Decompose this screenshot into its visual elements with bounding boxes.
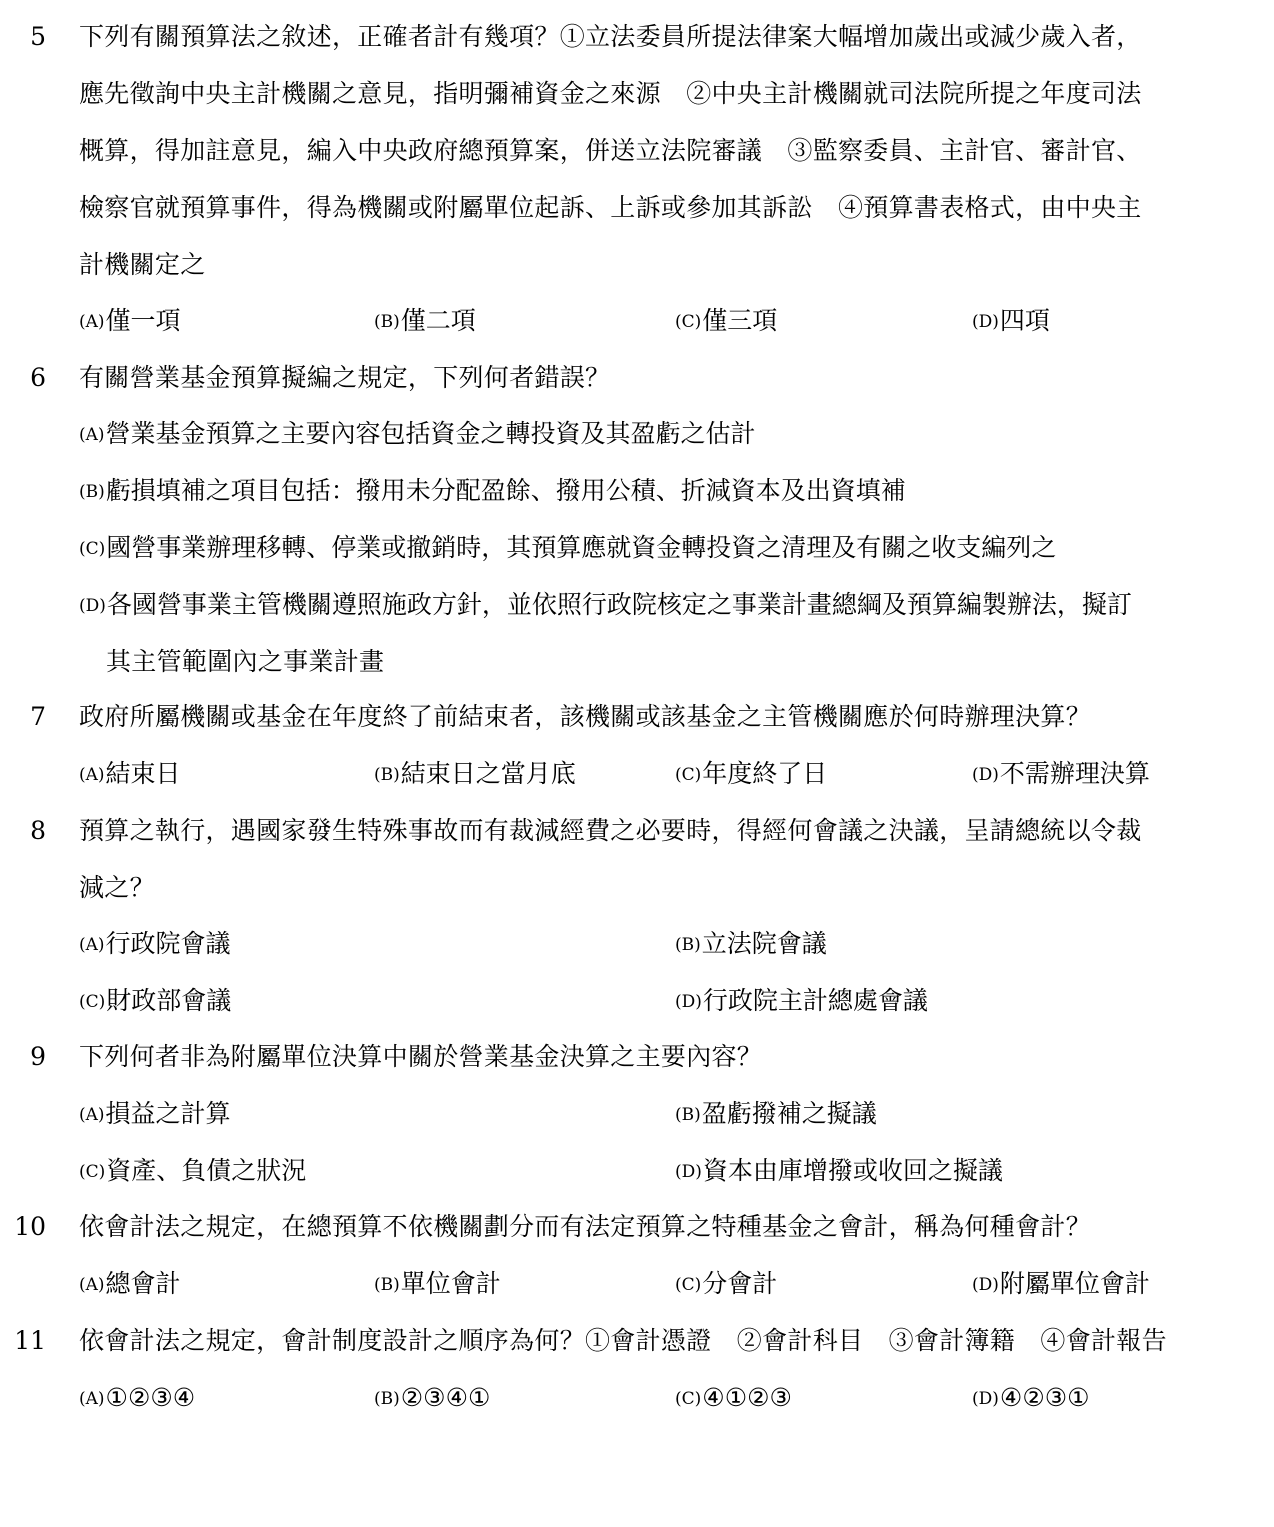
question-text: 概算，得加註意見，編入中央政府總預算案，併送立法院審議 ③監察委員、主計官、審計官、 (79, 136, 1142, 165)
option-d: (D)四項 (972, 306, 1050, 335)
option-c: (C)④①②③ (675, 1383, 792, 1412)
option-b: (B)盈虧撥補之擬議 (675, 1099, 877, 1128)
question-text: 減之？ (79, 873, 155, 902)
option-a: (A)營業基金預算之主要內容包括資金之轉投資及其盈虧之估計 (79, 419, 756, 448)
option-c: (C)財政部會議 (79, 986, 232, 1015)
option-b: (B)僅二項 (374, 306, 476, 335)
option-c: (C)年度終了日 (675, 759, 828, 788)
option-d: (D)附屬單位會計 (972, 1269, 1150, 1298)
question-text: 依會計法之規定，在總預算不依機關劃分而有法定預算之特種基金之會計，稱為何種會計？ (79, 1212, 1092, 1241)
question-text: 有關營業基金預算擬編之規定，下列何者錯誤？ (79, 363, 611, 392)
option-a: (A)行政院會議 (79, 929, 231, 958)
option-a: (A)結束日 (79, 759, 181, 788)
option-c: (C)資產、負債之狀況 (79, 1156, 307, 1185)
option-a: (A)①②③④ (79, 1383, 196, 1412)
option-a: (A)總會計 (79, 1269, 181, 1298)
question-number: 11 (14, 1326, 46, 1355)
question-number: 7 (30, 702, 46, 731)
option-b: (B)②③④① (374, 1383, 491, 1412)
question-text: 政府所屬機關或基金在年度終了前結束者，該機關或該基金之主管機關應於何時辦理決算？ (79, 702, 1092, 731)
option-b: (B)立法院會議 (675, 929, 827, 958)
option-c: (C)國營事業辦理移轉、停業或撤銷時，其預算應就資金轉投資之清理及有關之收支編列之 (79, 533, 1057, 562)
option-d: (D)各國營事業主管機關遵照施政方針，並依照行政院核定之事業計畫總綱及預算編製辦法，擬訂 (79, 590, 1132, 619)
question-text: 應先徵詢中央主計機關之意見，指明彌補資金之來源 ②中央主計機關就司法院所提之年度司法 (79, 79, 1142, 108)
option-a: (A)僅一項 (79, 306, 181, 335)
question-text: 下列何者非為附屬單位決算中關於營業基金決算之主要內容？ (79, 1042, 763, 1071)
question-number: 5 (30, 22, 46, 51)
option-d: (D)資本由庫增撥或收回之擬議 (675, 1156, 1003, 1185)
question-text: 下列有關預算法之敘述，正確者計有幾項？①立法委員所提法律案大幅增加歲出或減少歲入者， (79, 22, 1142, 51)
option-d: (D)不需辦理決算 (972, 759, 1150, 788)
option-c: (C)僅三項 (675, 306, 778, 335)
option-c: (C)分會計 (675, 1269, 778, 1298)
question-number: 9 (30, 1042, 46, 1071)
question-text: 檢察官就預算事件，得為機關或附屬單位起訴、上訴或參加其訴訟 ④預算書表格式，由中央主 (79, 193, 1142, 222)
option-d: (D)④②③① (972, 1383, 1090, 1412)
question-text: 計機關定之 (79, 250, 206, 279)
question-text: 預算之執行，遇國家發生特殊事故而有裁減經費之必要時，得經何會議之決議，呈請總統以令裁 (79, 816, 1142, 845)
option-b: (B)單位會計 (374, 1269, 501, 1298)
question-number: 6 (30, 363, 46, 392)
option-a: (A)損益之計算 (79, 1099, 231, 1128)
question-text: 依會計法之規定，會計制度設計之順序為何？①會計憑證 ②會計科目 ③會計簿籍 ④會計報告 (79, 1326, 1167, 1355)
option-d: (D)行政院主計總處會議 (675, 986, 928, 1015)
option-b: (B)虧損填補之項目包括：撥用未分配盈餘、撥用公積、折減資本及出資填補 (79, 476, 906, 505)
question-number: 8 (30, 816, 46, 845)
option-d-continuation: 其主管範圍內之事業計畫 (106, 647, 385, 676)
question-number: 10 (14, 1212, 46, 1241)
option-b: (B)結束日之當月底 (374, 759, 576, 788)
